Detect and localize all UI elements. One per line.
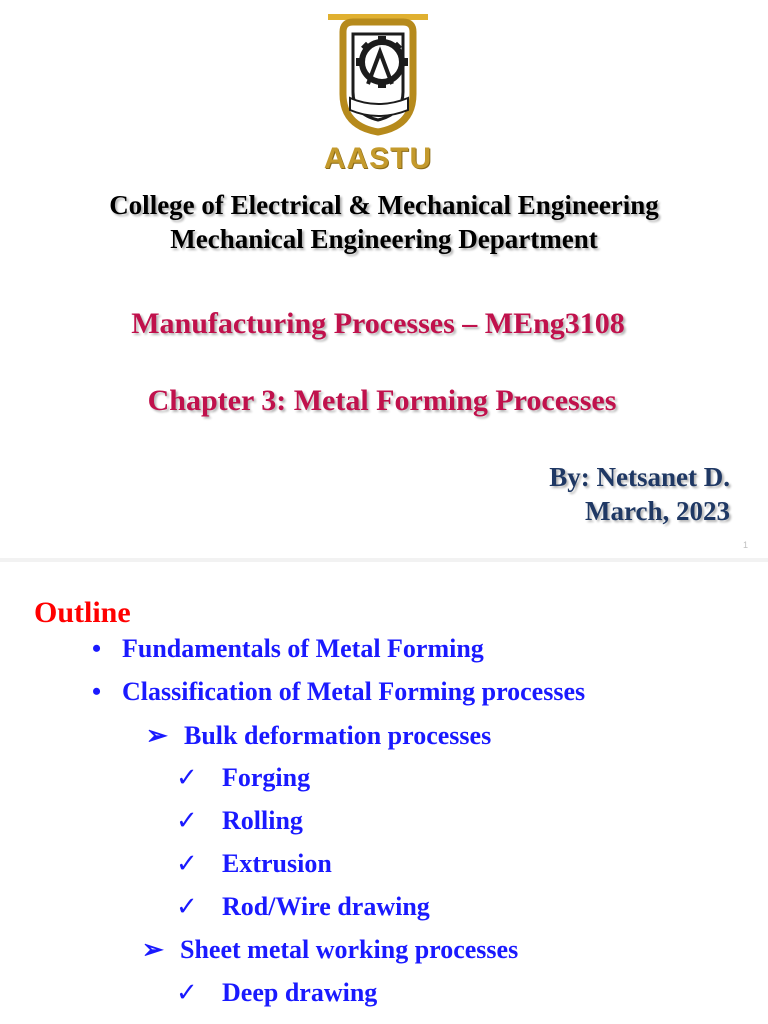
outline-item	[146, 721, 491, 751]
outline-heading: Outline	[34, 596, 131, 629]
page-number: 1	[742, 540, 748, 550]
outline-item	[176, 849, 332, 879]
outline-item-text: Extrusion	[222, 849, 332, 878]
bullet-dot-icon: •	[92, 677, 102, 706]
university-seal-icon	[308, 14, 448, 144]
checkmark-icon: ✓	[176, 892, 198, 921]
chapter-title: Chapter 3: Metal Forming Processes	[147, 384, 617, 417]
checkmark-icon: ✓	[176, 849, 198, 878]
arrow-bullet-icon: ➢	[142, 935, 164, 964]
outline-item	[92, 677, 585, 707]
date-line: March, 2023	[585, 496, 730, 526]
outline-item	[176, 892, 430, 922]
course-title: Manufacturing Processes – MEng3108	[131, 307, 625, 340]
outline-slide	[0, 562, 768, 1024]
outline-item	[92, 634, 484, 664]
outline-item-text: Classification of Metal Forming processes	[122, 677, 586, 706]
college-name: College of Electrical & Mechanical Engineering	[109, 190, 659, 220]
checkmark-icon: ✓	[176, 763, 198, 792]
outline-item	[142, 935, 518, 965]
outline-item-text: Bulk deformation processes	[184, 721, 492, 750]
author-line: By: Netsanet D.	[549, 462, 730, 492]
arrow-bullet-icon: ➢	[146, 721, 168, 750]
outline-item-text: Rod/Wire drawing	[222, 892, 430, 921]
outline-item	[176, 806, 303, 836]
outline-item	[176, 763, 310, 793]
outline-item-text: Forging	[222, 763, 311, 792]
outline-item-text: Sheet metal working processes	[180, 935, 519, 964]
aastu-logo	[308, 14, 448, 192]
outline-item-text: Fundamentals of Metal Forming	[122, 634, 484, 663]
department-name: Mechanical Engineering Department	[170, 224, 598, 254]
outline-item-text: Deep drawing	[222, 978, 378, 1007]
checkmark-icon: ✓	[176, 978, 198, 1007]
logo-text: AASTU	[323, 142, 433, 175]
outline-item-text: Rolling	[222, 806, 303, 835]
outline-item	[176, 978, 377, 1008]
checkmark-icon: ✓	[176, 806, 198, 835]
bullet-dot-icon: •	[92, 634, 102, 663]
